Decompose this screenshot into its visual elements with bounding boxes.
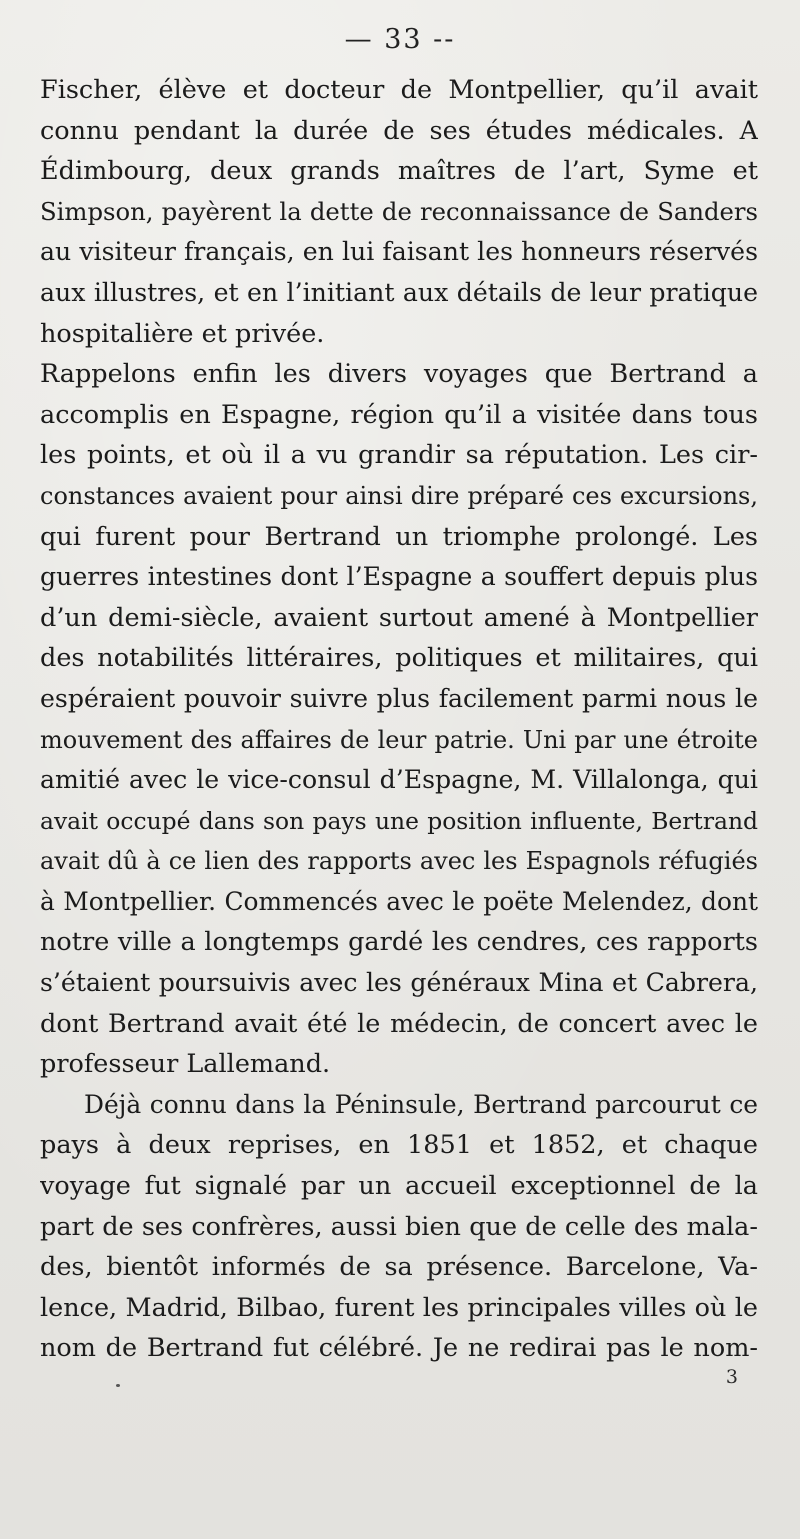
- text-line: part de ses confrères, aussi bien que de celle des mala-: [40, 1211, 758, 1242]
- text-line: constances avaient pour ainsi dire préparé ces excursions,: [40, 481, 758, 510]
- text-line: Simpson, payèrent la dette de reconnaissance de Sanders: [40, 196, 758, 226]
- text-line: des notabilités littéraires, politiques et militaires, qui: [40, 643, 758, 674]
- text-line: Déjà connu dans la Péninsule, Bertrand parcourut ce: [84, 1089, 758, 1119]
- text-line: professeur Lallemand.: [40, 1049, 331, 1080]
- text-line: connu pendant la durée de ses études médicales. A: [40, 115, 758, 146]
- text-line: aux illustres, et en l’initiant aux détails de leur pratique: [40, 277, 758, 307]
- text-line: avait occupé dans son pays une position influente, Bertrand: [40, 806, 758, 835]
- text-line: accomplis en Espagne, région qu’il a visitée dans tous: [40, 399, 758, 430]
- body-text: [40, 70, 758, 1369]
- text-line: qui furent pour Bertrand un triomphe prolongé. Les: [40, 521, 758, 552]
- text-line: lence, Madrid, Bilbao, furent les principales villes où le: [40, 1292, 758, 1323]
- text-line: des, bientôt informés de sa présence. Barcelone, Va-: [40, 1252, 758, 1283]
- text-line: notre ville a longtemps gardé les cendres, ces rapports: [40, 927, 758, 958]
- text-line: espéraient pouvoir suivre plus facilement parmi nous le: [40, 683, 758, 713]
- text-line: guerres intestines dont l’Espagne a souffert depuis plus: [40, 562, 758, 592]
- text-line: amitié avec le vice-consul d’Espagne, M. Villalonga, qui: [40, 765, 758, 795]
- text-line: hospitalière et privée.: [40, 318, 325, 349]
- text-line: pays à deux reprises, en 1851 et 1852, et chaque: [40, 1130, 758, 1161]
- text-line: avait dû à ce lien des rapports avec les Espagnols réfugiés: [40, 847, 758, 876]
- text-line: voyage fut signalé par un accueil exceptionnel de la: [40, 1171, 758, 1202]
- text-line: Fischer, élève et docteur de Montpellier, qu’il avait: [40, 75, 758, 105]
- text-line: au visiteur français, en lui faisant les honneurs réservés: [40, 237, 758, 267]
- text-line: Édimbourg, deux grands maîtres de l’art, Syme et: [40, 156, 758, 187]
- ink-speck: [116, 1384, 120, 1387]
- text-line: mouvement des affaires de leur patrie. Uni par une étroite: [40, 725, 758, 754]
- text-line: à Montpellier. Commencés avec le poëte Melendez, dont: [40, 886, 758, 916]
- text-line: dont Bertrand avait été le médecin, de concert avec le: [40, 1008, 758, 1039]
- text-line: Rappelons enfin les divers voyages que Bertrand a: [40, 359, 758, 390]
- signature-mark: 3: [725, 1366, 738, 1388]
- text-line: s’étaient poursuivis avec les généraux Mina et Cabrera,: [40, 968, 758, 998]
- text-line: les points, et où il a vu grandir sa réputation. Les cir-: [40, 440, 758, 471]
- text-line: d’un demi-siècle, avaient surtout amené à Montpellier: [40, 602, 758, 633]
- text-line: nom de Bertrand fut célébré. Je ne redirai pas le nom-: [40, 1333, 758, 1364]
- page-number: — 33 --: [344, 24, 456, 55]
